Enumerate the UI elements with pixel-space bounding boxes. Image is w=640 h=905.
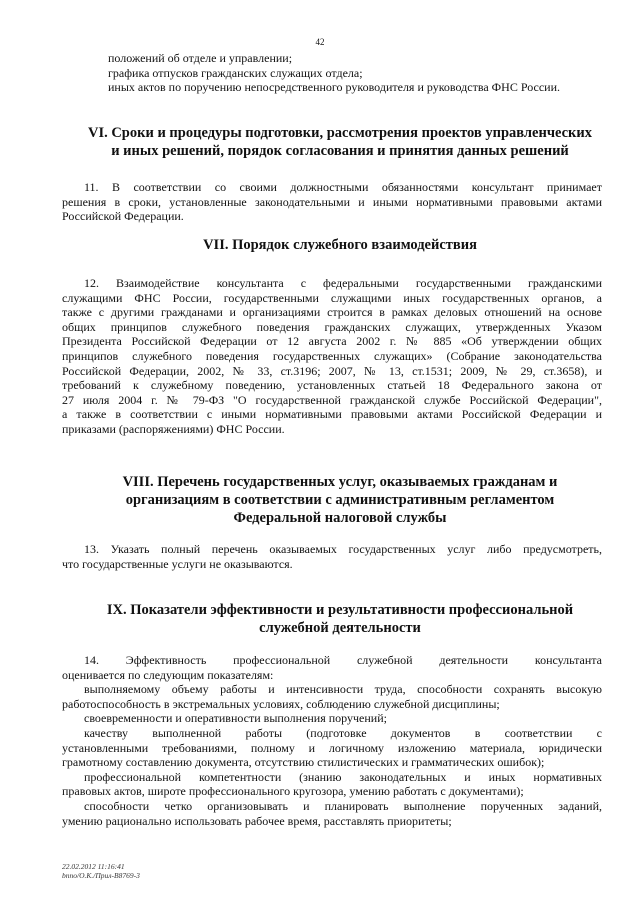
list-item: графика отпусков гражданских служащих отдела; <box>108 65 363 80</box>
heading-line: служебной деятельности <box>259 620 421 636</box>
document-footer <box>62 862 140 880</box>
paragraph-line: решения в сроки, установленные законодательными и иными нормативными правовыми актами <box>62 194 602 209</box>
paragraph-line: профессиональной компетентности (знанию законодательных и иных нормативных <box>84 769 602 784</box>
section-9-text <box>62 653 602 828</box>
heading-line: VI. Сроки и процедуры подготовки, рассмотрения проектов управленческих <box>87 125 593 141</box>
section-9-heading <box>60 601 620 637</box>
paragraph-line: выполняемому объему работы и интенсивности труда, способности сохранять высокую <box>84 682 602 697</box>
paragraph-line: своевременности и оперативности выполнения поручений; <box>84 711 387 726</box>
paragraph-line: требований к служебному поведению, установленных статьей 18 Федерального закона от <box>62 378 602 393</box>
paragraph-line: правовых актов, широте профессионального кругозора, умению работать с документами); <box>62 784 524 799</box>
footer-file-code: bnno/О.К./Прил-В8769-3 <box>62 871 140 880</box>
paragraph-line: умению рационально использовать рабочее время, расставлять приоритеты; <box>62 813 452 828</box>
heading-line: и иных решений, порядок согласования и принятия данных решений <box>111 143 569 159</box>
paragraph-line: 12. Взаимодействие консультанта с федеральными государственными гражданскими <box>84 276 602 290</box>
paragraph-line: что государственные услуги не оказываются. <box>62 556 293 571</box>
paragraph-line: Российской Федерации. <box>62 209 184 224</box>
list-item: положений об отделе и управлении; <box>108 51 293 65</box>
heading-line: Федеральной налоговой службы <box>233 510 447 526</box>
heading-line: IX. Показатели эффективности и результативности профессиональной <box>106 602 574 618</box>
intro-list <box>108 51 602 95</box>
paragraph-line: приказами (распоряжениями) ФНС России. <box>62 421 285 436</box>
paragraph-line: грамотному составлению документа, отсутствию стилистических и грамматических ошибок); <box>62 755 545 770</box>
section-8-heading <box>60 473 620 527</box>
paragraph-line: способности четко организовывать и планировать выполнение порученных заданий, <box>84 798 602 813</box>
paragraph-line: общих принципов служебного поведения гражданских служащих, утвержденных Указом <box>62 319 602 334</box>
heading-line: VII. Порядок служебного взаимодействия <box>203 237 477 253</box>
section-7-heading <box>60 236 620 254</box>
paragraph-line: принципов служебного поведения государственных служащих» (Собрание законодательства <box>62 348 602 363</box>
paragraph-line: Российской Федерации, 2002, № 33, ст.3196; 2007, № 13, ст.1531; 2009, № 29, ст.3658), и <box>62 363 602 378</box>
section-7-text <box>62 276 602 437</box>
paragraph-line: 14. Эффективность профессиональной служебной деятельности консультанта <box>84 653 602 667</box>
list-item: иных актов по поручению непосредственного руководителя и руководства ФНС России. <box>108 80 560 95</box>
paragraph-line: а также в соответствии с иными нормативными правовыми актами Российской Федерации и <box>62 407 602 422</box>
footer-timestamp: 22.02.2012 11:16:41 <box>62 862 125 871</box>
paragraph-line: Президента Российской Федерации от 12 августа 2002 г. № 885 «Об утверждении общих <box>62 334 602 349</box>
section-6-text <box>62 180 602 224</box>
paragraph-line: 13. Указать полный перечень оказываемых государственных услуг либо предусмотреть, <box>84 542 602 556</box>
paragraph-line: оценивается по следующим показателям: <box>62 667 274 682</box>
paragraph-line: также с другими гражданами и организациями строится в рамках деловых отношений на основе <box>62 305 602 320</box>
section-6-heading <box>60 124 620 160</box>
section-8-text <box>62 542 602 571</box>
paragraph-line: качеству выполненной работы (подготовке документов в соответствии с <box>84 725 602 740</box>
paragraph-line: работоспособность в экстремальных условиях, соблюдению служебной дисциплины; <box>62 696 500 711</box>
paragraph-line: 27 июля 2004 г. № 79-ФЗ "О государственной гражданской службе Российской Федерации", <box>62 392 602 407</box>
paragraph-line: служащими ФНС России, государственными служащими иных государственных органов, а <box>62 290 602 305</box>
heading-line: организациям в соответствии с административным регламентом <box>125 492 555 508</box>
page-number: 42 <box>315 37 325 47</box>
heading-line: VIII. Перечень государственных услуг, оказываемых гражданам и <box>122 474 558 490</box>
paragraph-line: 11. В соответствии со своими должностными обязанностями консультант принимает <box>84 180 602 194</box>
paragraph-line: установленными требованиями, полному и логичному изложению материала, юридически <box>62 740 602 755</box>
